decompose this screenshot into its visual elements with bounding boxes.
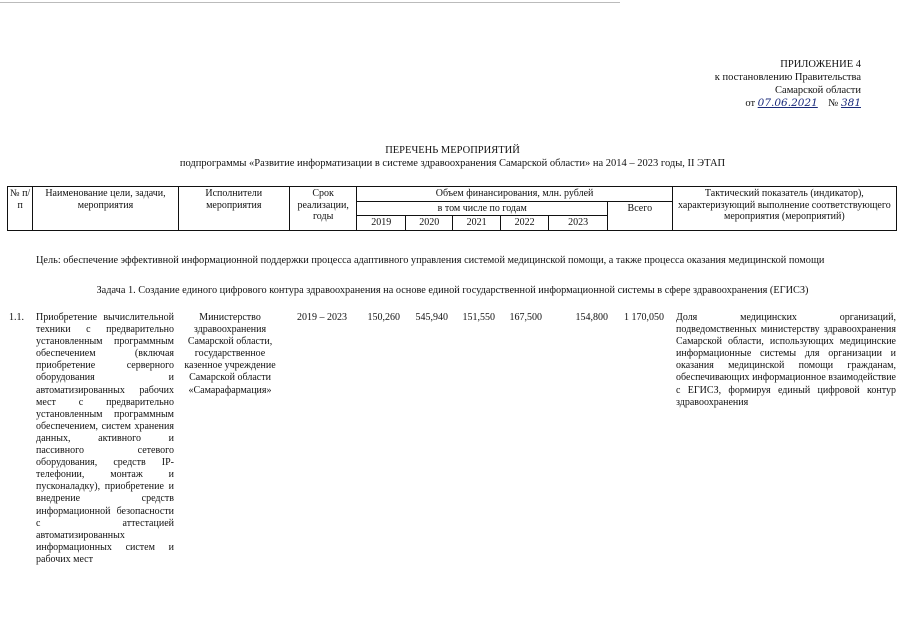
header-year: 2019	[357, 216, 405, 231]
appendix-block	[601, 58, 861, 110]
header-executor: Исполнители мероприятия	[178, 187, 289, 231]
title-line-2: подпрограммы «Развитие информатизации в системе здравоохранения Самарской области» на 2014 – 2023 годы, II ЭТАП	[179, 158, 726, 169]
task-text: Задача 1. Создание единого цифрового контура здравоохранения на основе единой государственной информационной системы в сфере здравоохранения (ЕГИСЗ)	[96, 285, 809, 296]
header-year: 2020	[405, 216, 452, 231]
header-num: № п/п	[8, 187, 33, 231]
title-line-1: ПЕРЕЧЕНЬ МЕРОПРИЯТИЙ	[385, 145, 520, 156]
row-number: 1.1.	[9, 312, 24, 323]
row-value-2022: 167,500	[509, 312, 542, 323]
header-total: Всего	[607, 201, 672, 230]
header-year: 2021	[453, 216, 500, 231]
row-value-2023: 154,800	[575, 312, 608, 323]
handwritten-date: 07.06.2021	[757, 97, 818, 109]
header-term: Срок реализации, годы	[289, 187, 357, 231]
row-term: 2019 – 2023	[297, 312, 347, 323]
appendix-date-row	[601, 97, 861, 110]
row-indicator: Доля медицинских организаций, подведомственных министерству здравоохранения Самарской области, использующих медицинские информационные системы для организации и оказания медицинской помощи гражданам, обеспечивающих информационное взаимодействие с ЕГИСЗ, формируя единый цифровой контур здравоохранения	[676, 312, 896, 408]
row-name: Приобретение вычислительной техники с предварительно установленным программным обеспечением (включая приобретение серверного оборудования и автоматизированных рабочих мест с предварительно установленным программным обеспечением, систем хранения данных, активного и пассивного сетевого оборудования, средств IP-телефонии, монтаж и пусконаладку), приобретение и внедрение средств информационной безопасности с аттестацией автоматизированных информационных систем и рабочих мест	[36, 312, 174, 565]
date-prefix: от	[745, 98, 756, 109]
header-year: 2023	[549, 216, 608, 231]
header-finance: Объем финансирования, млн. рублей	[357, 187, 672, 202]
header-years-group: в том числе по годам	[357, 201, 607, 216]
header-year: 2022	[500, 216, 548, 231]
scan-edge-line	[0, 2, 620, 3]
row-total: 1 170,050	[624, 312, 664, 323]
row-value-2019: 150,260	[367, 312, 400, 323]
row-value-2020: 545,940	[415, 312, 448, 323]
goal-text: Цель: обеспечение эффективной информационной поддержки процесса адаптивного управления системой медицинской помощи, а также процесса оказания медицинской помощи	[36, 255, 825, 266]
appendix-line-region: Самарской области	[775, 85, 861, 96]
handwritten-number: 381	[840, 97, 861, 109]
table-header	[7, 186, 897, 231]
appendix-line-resolution: к постановлению Правительства	[714, 72, 861, 83]
row-executor: Министерство здравоохранения Самарской области, государственное казенное учреждение Самарской области «Самарафармация»	[184, 312, 276, 396]
appendix-title: ПРИЛОЖЕНИЕ 4	[780, 59, 861, 70]
header-indicator: Тактический показатель (индикатор), характеризующий выполнение соответствующего мероприятия (мероприятий)	[672, 187, 896, 231]
number-prefix: №	[828, 98, 839, 109]
document-title	[0, 144, 905, 170]
row-value-2021: 151,550	[462, 312, 495, 323]
header-name: Наименование цели, задачи, мероприятия	[33, 187, 178, 231]
